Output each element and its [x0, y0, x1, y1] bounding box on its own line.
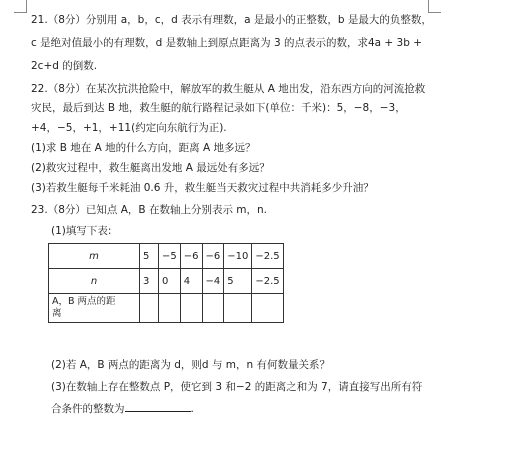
page-corner-mark-right [428, 0, 441, 13]
q23-line-1: 23.（8分）已知点 A，B 在数轴上分别表示 m，n. [31, 204, 267, 216]
q21-line-3: 2c+d 的倒数. [31, 60, 98, 72]
q23-sub-3-line-2 [51, 401, 194, 416]
q23-sub-3-prefix: 合条件的整数为 [51, 403, 125, 415]
table-row-n [49, 269, 284, 294]
q22-sub-3: (3)若救生艇每千米耗油 0.6 升，救生艇当天救灾过程中共消耗多少升油？ [31, 182, 374, 194]
table-row-label-distance-2: 离 [52, 308, 62, 319]
table-cell-m-3-text: −6 [183, 250, 199, 262]
table-cell-n-4 [202, 269, 224, 294]
q22-line-1: 22.（8分）在某次抗洪抢险中，解放军的救生艇从 A 地出发，沿东西方向的河流抢救 [31, 83, 426, 95]
table-cell-m-2-text: −5 [162, 250, 177, 262]
table-cell-n-6 [252, 269, 283, 294]
table-answer-cell-6[interactable] [252, 294, 283, 323]
q23-sub-3-suffix: . [190, 403, 194, 415]
table-answer-cell-3[interactable] [180, 294, 202, 323]
table-cell-m-5-text: −10 [227, 250, 249, 262]
table-row-m [49, 244, 284, 269]
table-answer-cell-5[interactable] [224, 294, 252, 323]
q22-line-2: 灾民，最后到达 B 地，救生艇的航行路程记录如下(单位：千米)：5，−8，−3， [31, 102, 406, 114]
q22-sub-1: (1)求 B 地在 A 地的什么方向，距离 A 地多远？ [31, 142, 256, 154]
table-answer-cell-2[interactable] [159, 294, 181, 323]
q21-line-2: c 是绝对值最小的有理数，d 是数轴上到原点距离为 3 的点表示的数，求4a + 3b + [31, 37, 423, 49]
table-cell-n-3: 4 [180, 269, 202, 294]
q22-line-3: +4，−5，+1，+11(约定向东航行为正). [31, 122, 227, 134]
table-answer-cell-4[interactable] [202, 294, 224, 323]
q23-sub-3-line-1: (3)在数轴上存在整数点 P，使它到 3 和−2 的距离之和为 7，请直接写出所有符 [51, 381, 423, 393]
table-row-label-m: m [49, 244, 140, 269]
table-row-label-n: n [49, 269, 140, 294]
answer-blank[interactable] [125, 401, 191, 412]
q23-sub-1: (1)填写下表: [51, 225, 112, 237]
values-table [48, 243, 284, 323]
table-row-distance [49, 294, 284, 323]
q22-sub-2: (2)救灾过程中，救生艇离出发地 A 最远处有多远？ [31, 162, 270, 174]
table-cell-n-5: 5 [224, 269, 252, 294]
table-row-label-distance-1: A，B 两点的距 [52, 296, 116, 307]
table-cell-m-6 [252, 244, 283, 269]
table-cell-m-5 [224, 244, 252, 269]
table-cell-n-2: 0 [159, 269, 181, 294]
table-cell-n-6-text: −2.5 [255, 275, 280, 287]
table-cell-m-3 [180, 244, 202, 269]
table-cell-n-1: 3 [140, 269, 159, 294]
table-row-label-distance [49, 294, 140, 323]
table-cell-m-1: 5 [140, 244, 159, 269]
table-cell-m-4 [202, 244, 224, 269]
q23-sub-2: (2)若 A，B 两点的距离为 d，则d 与 m，n 有何数量关系？ [51, 359, 330, 371]
table-cell-m-4-text: −6 [205, 250, 221, 262]
page-corner-mark-left [14, 0, 27, 13]
table-cell-m-2 [159, 244, 181, 269]
q21-line-1: 21.（8分）分别用 a，b，c，d 表示有理数，a 是最小的正整数，b 是最大的负整数， [31, 14, 432, 26]
table-cell-m-6-text: −2.5 [255, 250, 280, 262]
table-answer-cell-1[interactable] [140, 294, 159, 323]
table-cell-n-4-text: −4 [205, 275, 221, 287]
